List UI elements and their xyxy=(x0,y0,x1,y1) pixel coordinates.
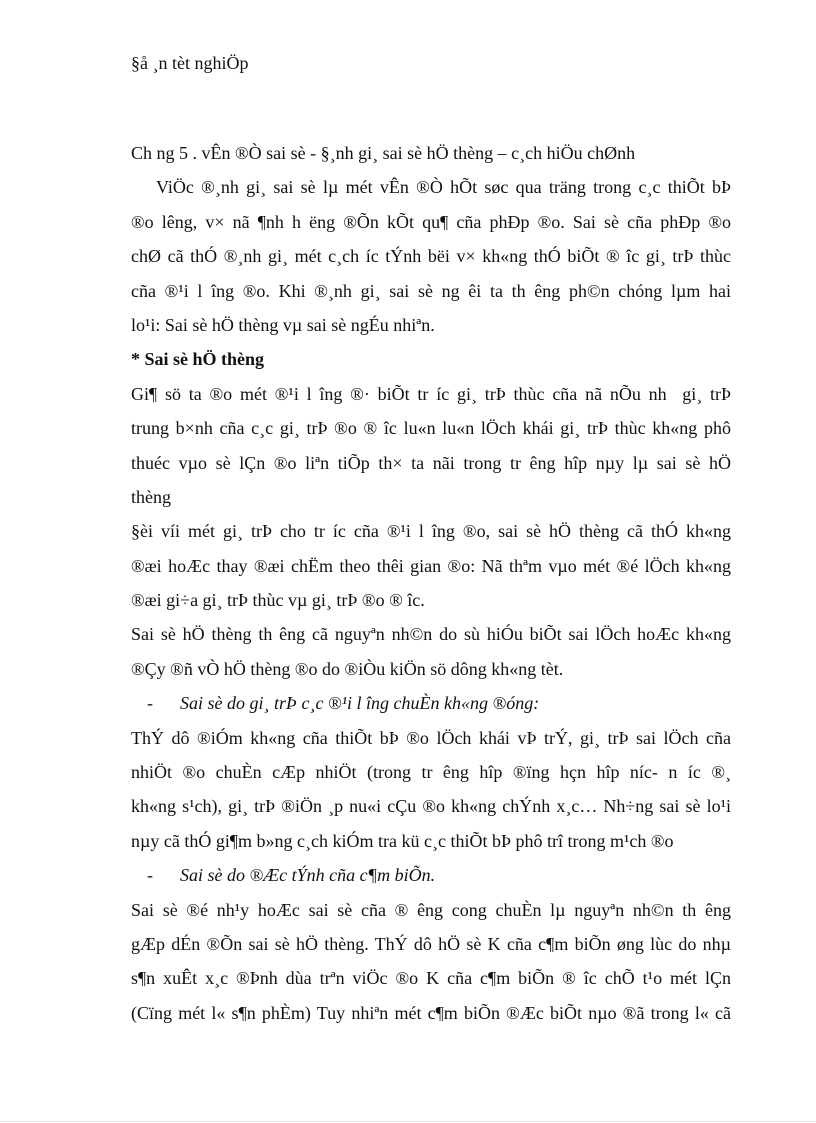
bullet-dash: - xyxy=(147,865,153,886)
bullet-text: Sai sè do gi¸ trÞ c¸c ®¹i l îng chuÈn kh«ng ®óng: xyxy=(180,693,540,714)
document-body xyxy=(131,136,731,1030)
paragraph-line: gÆp dÉn ®Õn sai sè hÖ thèng. ThÝ dô hÖ sè K cña c¶m biÕn øng lùc do nhµ xyxy=(131,933,731,954)
paragraph-line: §èi víi mét gi¸ trÞ cho tr íc cña ®¹i l îng ®o, sai sè hÖ thèng cã thÓ kh«ng xyxy=(131,521,731,542)
section-heading: * Sai sè hÖ thèng xyxy=(131,349,265,370)
paragraph-line: trung b×nh cña c¸c gi¸ trÞ ®o ® îc lu«n lu«n lÖch khái gi¸ trÞ thùc kh«ng phô xyxy=(131,418,731,439)
paragraph-line: ®æi hoÆc thay ®æi chËm theo thêi gian ®o: Nã thªm vµo mét ®é lÖch kh«ng xyxy=(131,555,731,576)
paragraph-line: Sai sè hÖ thèng th êng cã nguyªn nh©n do sù hiÓu biÕt sai lÖch hoÆc kh«ng xyxy=(131,624,731,645)
paragraph-line: ®o lêng, v× nã ¶nh h ëng ®Õn kÕt qu¶ cña phÐp ®o. Sai sè cña phÐp ®o xyxy=(131,211,731,232)
paragraph-line: Sai sè ®é nh¹y hoÆc sai sè cña ® êng cong chuÈn lµ nguyªn nh©n th êng xyxy=(131,899,731,920)
paragraph-line: nµy cã thÓ gi¶m b»ng c¸ch kiÓm tra kü c¸c thiÕt bÞ phô trî trong m¹ch ®o xyxy=(131,830,674,851)
paragraph-line: ThÝ dô ®iÓm kh«ng cña thiÕt bÞ ®o lÖch khái vÞ trÝ, gi¸ trÞ sai lÖch cña xyxy=(131,727,731,748)
paragraph-line: cña ®¹i l îng ®o. Khi ®¸nh gi¸ sai sè ng êi ta th êng ph©n chóng lµm hai xyxy=(131,280,731,301)
paragraph-line: ViÖc ®¸nh gi¸ sai sè lµ mét vÊn ®Ò hÕt søc qua träng trong c¸c thiÕt bÞ xyxy=(156,177,731,198)
paragraph-line: Gi¶ sö ta ®o mét ®¹i l îng ®· biÕt tr íc gi¸ trÞ thùc cña nã nÕu nh gi¸ trÞ xyxy=(131,383,731,404)
bullet-item xyxy=(131,686,731,720)
paragraph-line: chØ cã thÓ ®¸nh gi¸ mét c¸ch íc tÝnh bëi v× kh«ng thÓ biÕt ® îc gi¸ trÞ thùc xyxy=(131,246,731,267)
bullet-text: Sai sè do ®Æc tÝnh cña c¶m biÕn. xyxy=(180,865,436,886)
bullet-dash: - xyxy=(147,693,153,714)
bullet-item xyxy=(131,858,731,892)
paragraph-line: ®Çy ®ñ vÒ hÖ thèng ®o do ®iÒu kiÖn sö dông kh«ng tèt. xyxy=(131,658,564,679)
paragraph-line: ®æi gi÷a gi¸ trÞ thùc vµ gi¸ trÞ ®o ® îc. xyxy=(131,590,425,611)
paragraph-line: (Cïng mét l« s¶n phÈm) Tuy nhiªn mét c¶m biÕn ®Æc biÕt nµo ®ã trong l« cã xyxy=(131,1002,731,1023)
paragraph-line: lo¹i: Sai sè hÖ thèng vµ sai sè ngÉu nhiªn. xyxy=(131,314,435,335)
paragraph-line: nhiÖt ®o chuÈn cÆp nhiÖt (trong tr êng hîp ®ïng hçn hîp níc- n íc ®¸ xyxy=(131,762,731,783)
paragraph-line: thèng xyxy=(131,486,171,507)
paragraph-line: kh«ng s¹ch), gi¸ trÞ ®iÖn ¸p nu«i cÇu ®o kh«ng chÝnh x¸c… Nh÷ng sai sè lo¹i xyxy=(131,796,731,817)
page-bottom-edge xyxy=(0,1121,816,1122)
running-header: §å ¸n tèt nghiÖp xyxy=(131,53,249,73)
paragraph-line: thuéc vµo sè lÇn ®o liªn tiÕp th× ta nãi trong tr êng hîp nµy lµ sai sè hÖ xyxy=(131,452,731,473)
paragraph-line: s¶n xuÊt x¸c ®Þnh dùa trªn viÖc ®o K cña c¶m biÕn ® îc chÕ t¹o mét lÇn xyxy=(131,968,731,989)
chapter-title: Ch ng 5 . vÊn ®Ò sai sè - §¸nh gi¸ sai sè hÖ thèng – c¸ch hiÖu chØnh xyxy=(131,143,636,163)
